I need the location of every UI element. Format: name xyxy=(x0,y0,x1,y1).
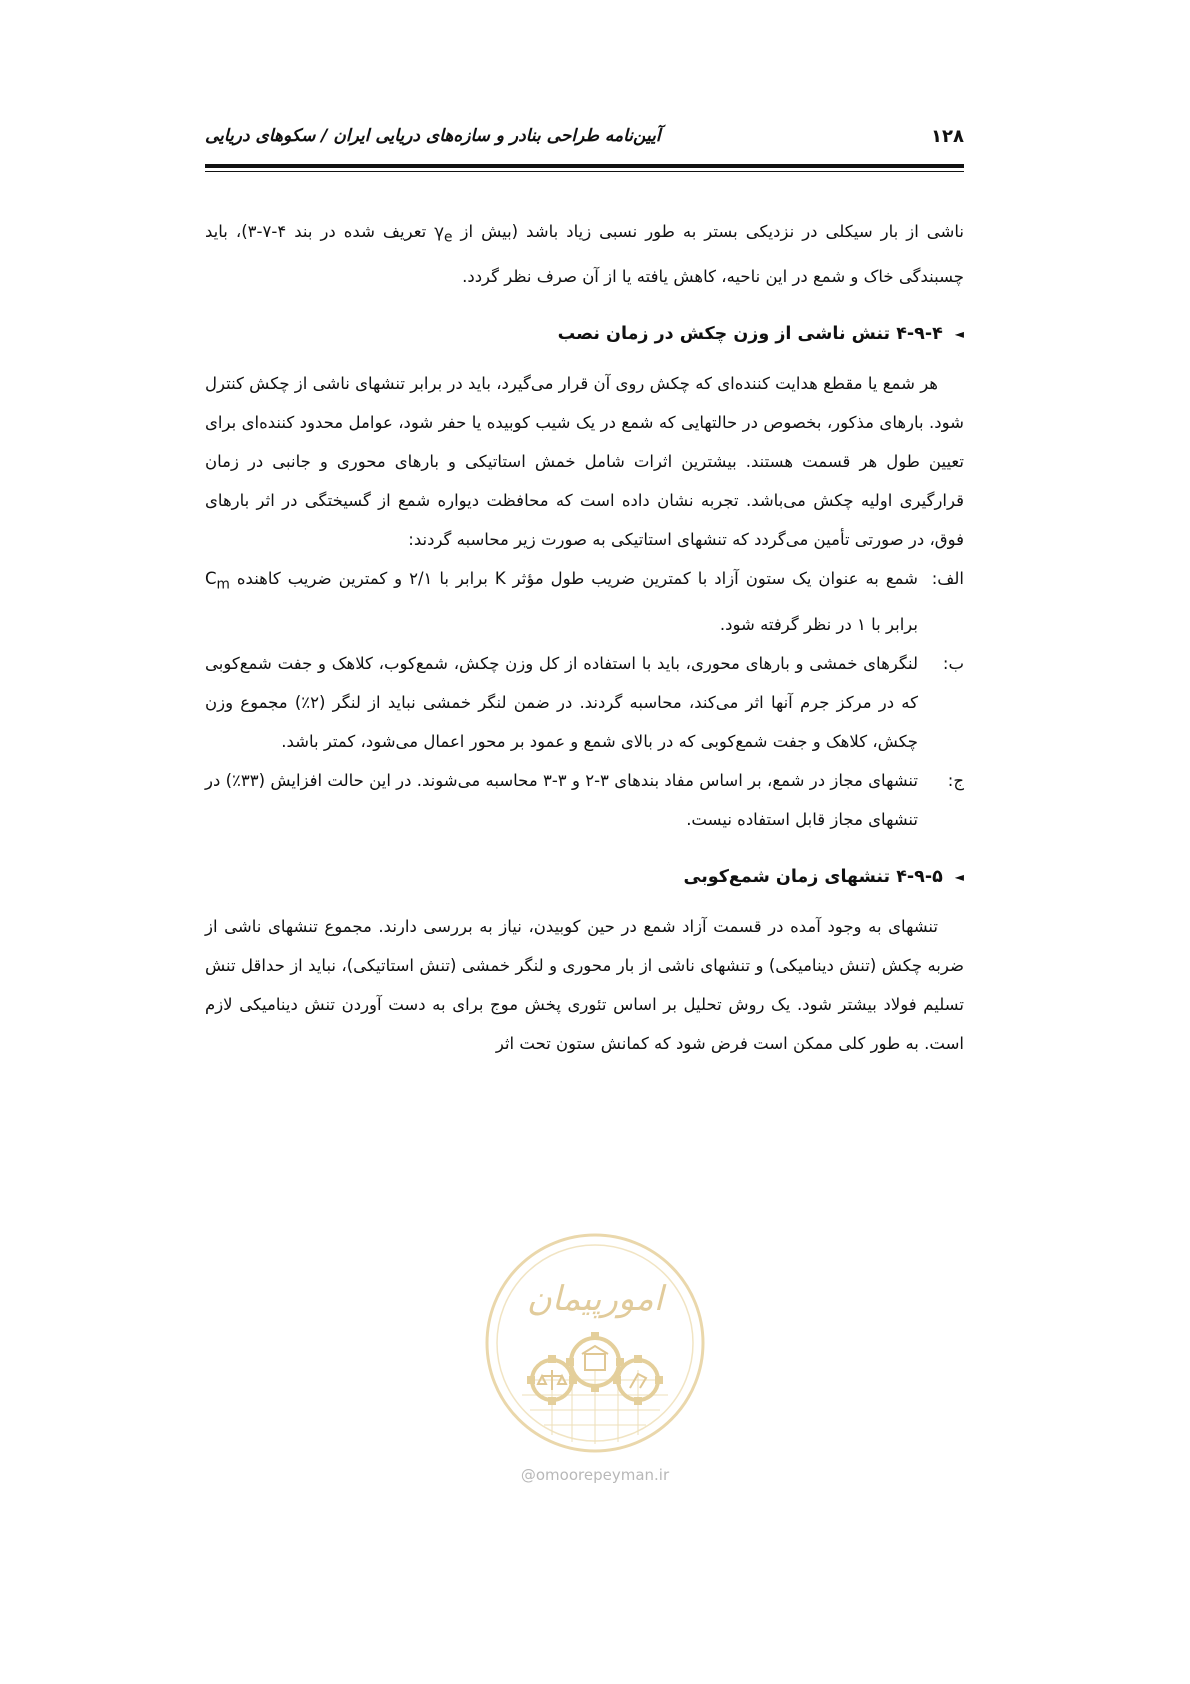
list-item-text: تنشهای مجاز در شمع، بر اساس مفاد بندهای ۳-۲ و ۳-۳ محاسبه می‌شوند. در این حالت افزایش (۳۳٪) در تنشهای مجاز قابل استفاده نیست. xyxy=(205,770,918,829)
header-rule-thin xyxy=(205,171,964,172)
running-header xyxy=(205,126,964,160)
intro-paragraph: ناشی از بار سیکلی در نزدیکی بستر به طور نسبی زیاد باشد (بیش از $\gamma_e$ تعریف شده در بند ۴-۷-۳)، باید چسبندگی خاک و شمع در این ناحیه، کاهش یافته یا از آن صرف نظر گردد. xyxy=(205,222,965,287)
section-title: ۴-۹-۴ تنش ناشی از وزن چکش در زمان نصب xyxy=(557,324,943,345)
list-item-label: ج: xyxy=(947,770,964,790)
main-content xyxy=(205,212,964,1063)
list-item-text: شمع به عنوان یک ستون آزاد با کمترین ضریب طول مؤثر K برابر با ۲/۱ و کمترین ضریب کاهنده $C_m$ برابر با ۱ در نظر گرفته شود. xyxy=(205,569,918,634)
list-item-alef xyxy=(205,559,964,643)
section-heading-4-9-4 xyxy=(205,314,964,354)
section-paragraph: هر شمع یا مقطع هدایت کننده‌ای که چکش روی آن قرار می‌گیرد، باید در برابر تنشهای ناشی از چکش کنترل شود. بارهای مذکور، بخصوص در حالتهایی که شمع در یک شیب کوبیده یا حفر شود، عوامل محدود کننده‌ای برای تعیین طول هر قسمت هستند. بیشترین اثرات شامل خمش استاتیکی و بارهای محوری و جانبی در زمان قرارگیری اولیه چکش می‌باشد. تجربه نشان داده است که محافظت دیواره شمع از گسیختگی در اثر بارهای فوق، در صورتی تأمین می‌گردد که تنشهای استاتیکی به صورت زیر محاسبه گردند: xyxy=(205,374,964,550)
section-heading-4-9-5 xyxy=(205,857,964,897)
running-title: آیین‌نامه طراحی بنادر و سازه‌های دریایی ایران / سکوهای دریایی xyxy=(205,126,661,146)
list-item-jim xyxy=(205,761,964,839)
watermark-logo-icon xyxy=(482,1230,708,1456)
watermark-url: @omoorepeyman.ir xyxy=(520,1466,670,1484)
section-title: ۴-۹-۵ تنشهای زمان شمع‌کوبی xyxy=(683,866,943,887)
header-rule-thick xyxy=(205,164,964,168)
list-item-label: ب: xyxy=(942,653,964,673)
section-marker-icon: ◄ xyxy=(954,869,964,884)
list-item-label: الف: xyxy=(931,569,964,589)
list-item-text: لنگرهای خمشی و بارهای محوری، باید با استفاده از کل وزن چکش، شمع‌کوب، کلاهک و جفت شمع‌کوبی که در مرکز جرم آنها اثر می‌کند، محاسبه گردند. در ضمن لنگر خمشی نباید از لنگر (۲٪) مجموع وزن چکش، کلاهک و جفت شمع‌کوبی که در بالای شمع و عمود بر محور اعمال می‌شود، کمتر باشد. xyxy=(205,653,918,751)
page-number: ۱۲۸ xyxy=(931,126,964,147)
section-paragraph: تنشهای به وجود آمده در قسمت آزاد شمع در حین کوبیدن، نیاز به بررسی دارند. مجموع تنشهای ناشی از ضربه چکش (تنش دینامیکی) و تنشهای ناشی از بار محوری و لنگر خمشی (تنش استاتیکی)، نباید از حداقل تنش تسلیم فولاد بیشتر شود. یک روش تحلیل بر اساس تئوری پخش موج برای به دست آوردن تنش دینامیکی لازم است. به طور کلی ممکن است فرض شود که کمانش ستون تحت اثر xyxy=(205,916,964,1053)
list-item-be xyxy=(205,644,964,761)
watermark-logo-text: امورپیمان xyxy=(526,1279,664,1319)
section-marker-icon: ◄ xyxy=(954,327,964,342)
